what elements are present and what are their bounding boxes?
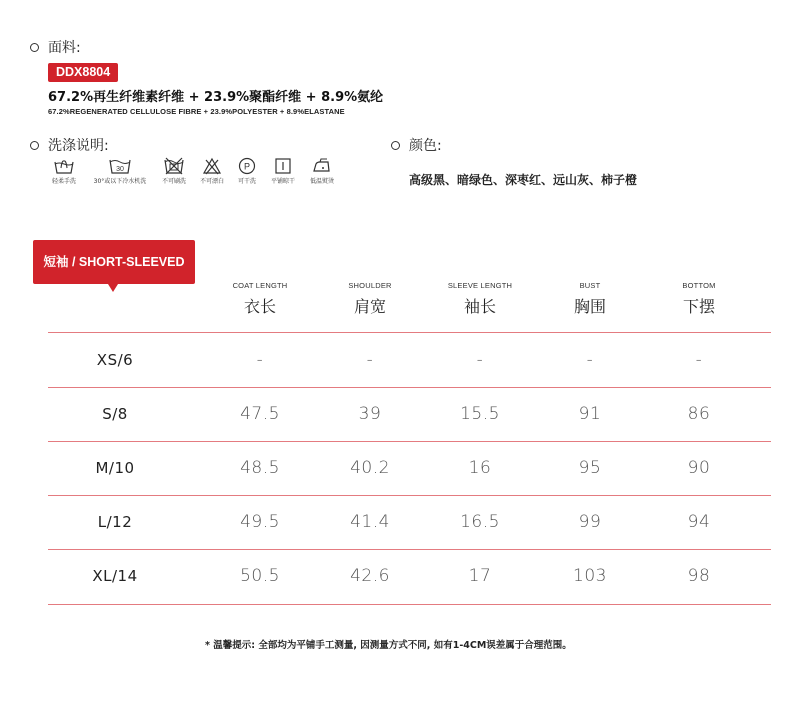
column-header-en: BUST (579, 281, 601, 290)
column-header-en: SHOULDER (348, 281, 392, 290)
table-cell: 95 (578, 458, 602, 478)
table-cell: 40.2 (350, 458, 390, 478)
wash-temp: 30 (116, 166, 124, 173)
care-item-iron (291, 157, 353, 185)
line-dry-flat-icon (274, 157, 292, 175)
colors-bullet (391, 141, 400, 150)
care-item-hand-wash (33, 157, 95, 185)
table-cell: 17 (468, 566, 492, 586)
composition-en: 67.2%REGENERATED CELLULOSE FIBRE + 23.9%POLYESTER + 8.9%ELASTANE (48, 107, 345, 116)
care-heading: 洗涤说明: (48, 138, 109, 154)
table-divider (48, 495, 771, 496)
table-divider (48, 549, 771, 550)
table-divider (48, 387, 771, 388)
table-cell: 94 (687, 512, 711, 532)
column-header-en: SLEEVE LENGTH (447, 281, 513, 290)
size-label: S/8 (102, 405, 128, 423)
table-cell: - (366, 350, 374, 370)
table-cell: 41.4 (350, 512, 390, 532)
column-header-cn: 下摆 (682, 297, 715, 316)
size-label: XS/6 (96, 351, 134, 369)
dry-clean-letter: P (243, 161, 251, 172)
care-bullet (30, 141, 39, 150)
table-cell: 90 (687, 458, 711, 478)
table-cell: - (256, 350, 264, 370)
color-list: 高级黑、暗绿色、深枣红、远山灰、柿子橙 (409, 173, 638, 187)
table-divider (48, 441, 771, 442)
table-cell: 39 (358, 404, 382, 424)
column-header-sleeve-length (425, 281, 535, 317)
column-header-cn: 胸围 (573, 297, 606, 316)
care-label: 不可刷洗 (161, 178, 186, 185)
table-divider (48, 332, 771, 333)
iron-low-icon (311, 157, 333, 175)
table-cell: 42.6 (350, 566, 390, 586)
size-label: M/10 (95, 459, 135, 477)
table-cell: 16.5 (460, 512, 500, 532)
column-header-bust (535, 281, 645, 317)
machine-wash-30-icon (108, 157, 132, 175)
column-header-shoulder (315, 281, 425, 317)
care-item-machine-wash (89, 157, 151, 185)
table-cell: 16 (468, 458, 492, 478)
hand-wash-icon (53, 157, 75, 175)
column-header-cn: 衣长 (243, 297, 276, 316)
care-label: 不可漂白 (199, 178, 224, 185)
table-cell: - (695, 350, 703, 370)
column-header-cn: 袖长 (463, 297, 496, 316)
table-cell: 99 (578, 512, 602, 532)
size-label: XL/14 (92, 567, 138, 585)
fabric-code-badge: DDX8804 (48, 63, 118, 82)
colors-heading: 颜色: (409, 138, 442, 154)
table-cell: 47.5 (240, 404, 280, 424)
care-label: 可干洗 (237, 178, 256, 185)
table-cell: 98 (687, 566, 711, 586)
table-divider (48, 604, 771, 605)
fabric-heading: 面料: (48, 40, 81, 56)
composition-cn: 67.2%再生纤维素纤维 + 23.9%聚酯纤维 + 8.9%氨纶 (48, 90, 384, 105)
care-label: 平铺晾干 (270, 178, 295, 185)
measurement-note: * 温馨提示: 全部均为平铺手工测量, 因测量方式不同, 如有1-4CM误差属于合理范围。 (205, 640, 572, 651)
sleeve-type-tag: 短袖 / SHORT-SLEEVED (33, 240, 195, 284)
column-header-cn: 肩宽 (353, 297, 386, 316)
table-cell: 103 (573, 566, 607, 586)
column-header-bottom (644, 281, 754, 317)
fabric-bullet (30, 43, 39, 52)
table-cell: - (586, 350, 594, 370)
tag-pointer (108, 284, 118, 292)
care-label: 低温熨烫 (309, 178, 334, 185)
care-label: 30°或以下冷水机洗 (93, 178, 147, 185)
table-cell: 91 (578, 404, 602, 424)
column-header-en: COAT LENGTH (232, 281, 288, 290)
table-cell: 48.5 (240, 458, 280, 478)
size-label: L/12 (97, 513, 133, 531)
table-cell: 49.5 (240, 512, 280, 532)
table-cell: 50.5 (240, 566, 280, 586)
table-cell: 86 (687, 404, 711, 424)
table-cell: - (476, 350, 484, 370)
care-label: 轻柔手洗 (51, 178, 76, 185)
table-cell: 15.5 (460, 404, 500, 424)
column-header-en: BOTTOM (682, 281, 716, 290)
column-header-coat-length (205, 281, 315, 317)
